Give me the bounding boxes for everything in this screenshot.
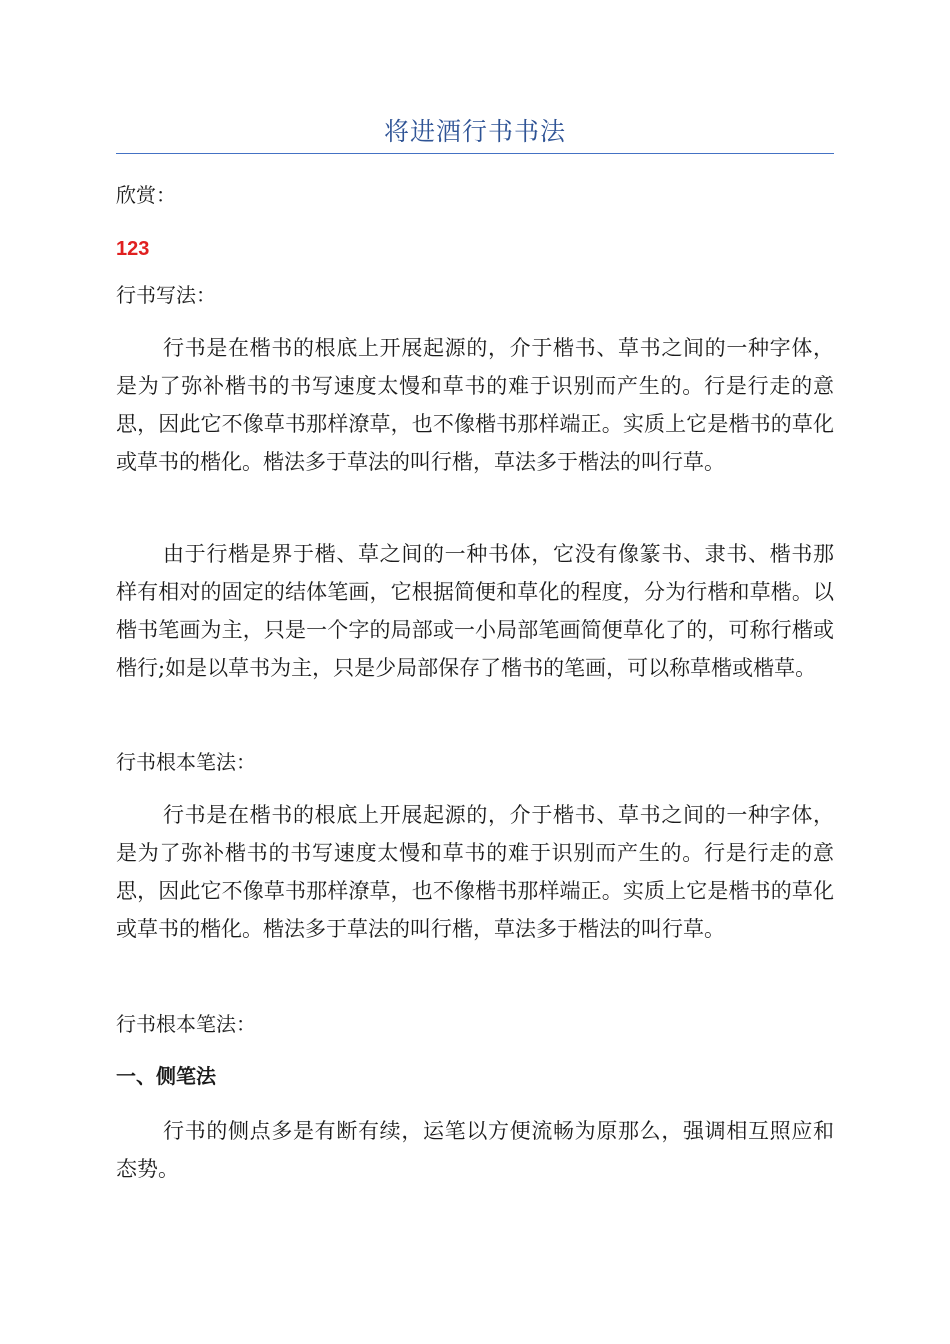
subheading-side-stroke: 一、侧笔法 — [116, 1064, 216, 1088]
section-writing-heading: 行书写法： — [116, 283, 216, 307]
document-title: 将进酒行书书法 — [383, 117, 566, 146]
paragraph-1: 行书是在楷书的根底上开展起源的，介于楷书、草书之间的一种字体，是为了弥补楷书的书写速度太慢和草书的难于识别而产生的。行是行走的意思，因此它不像草书那样潦草，也不像楷书那样端正。实质上它是楷书的草化或草书的楷化。楷法多于草法的叫行楷，草法多于楷法的叫行草。 — [116, 336, 834, 474]
paragraph-4: 行书的侧点多是有断有续，运笔以方便流畅为原那么，强调相互照应和态势。 — [116, 1119, 834, 1181]
paragraph-3: 行书是在楷书的根底上开展起源的，介于楷书、草书之间的一种字体，是为了弥补楷书的书写速度太慢和草书的难于识别而产生的。行是行走的意思，因此它不像草书那样潦草，也不像楷书那样端正。实质上它是楷书的草化或草书的楷化。楷法多于草法的叫行楷，草法多于楷法的叫行草。 — [116, 803, 834, 941]
paragraph-2: 由于行楷是界于楷、草之间的一种书体，它没有像篆书、隶书、楷书那样有相对的固定的结体笔画，它根据简便和草化的程度，分为行楷和草楷。以楷书笔画为主，只是一个字的局部或一小局部笔画简便草化了的，可称行楷或楷行;如是以草书为主，只是少局部保存了楷书的笔画，可以称草楷或楷草。 — [116, 542, 834, 680]
number-marker: 123 — [116, 238, 150, 260]
title-divider — [116, 153, 834, 154]
section-basic-heading-1: 行书根本笔法： — [116, 750, 256, 774]
section-basic-heading-2: 行书根本笔法： — [116, 1012, 256, 1036]
appreciation-label: 欣赏： — [116, 183, 176, 207]
